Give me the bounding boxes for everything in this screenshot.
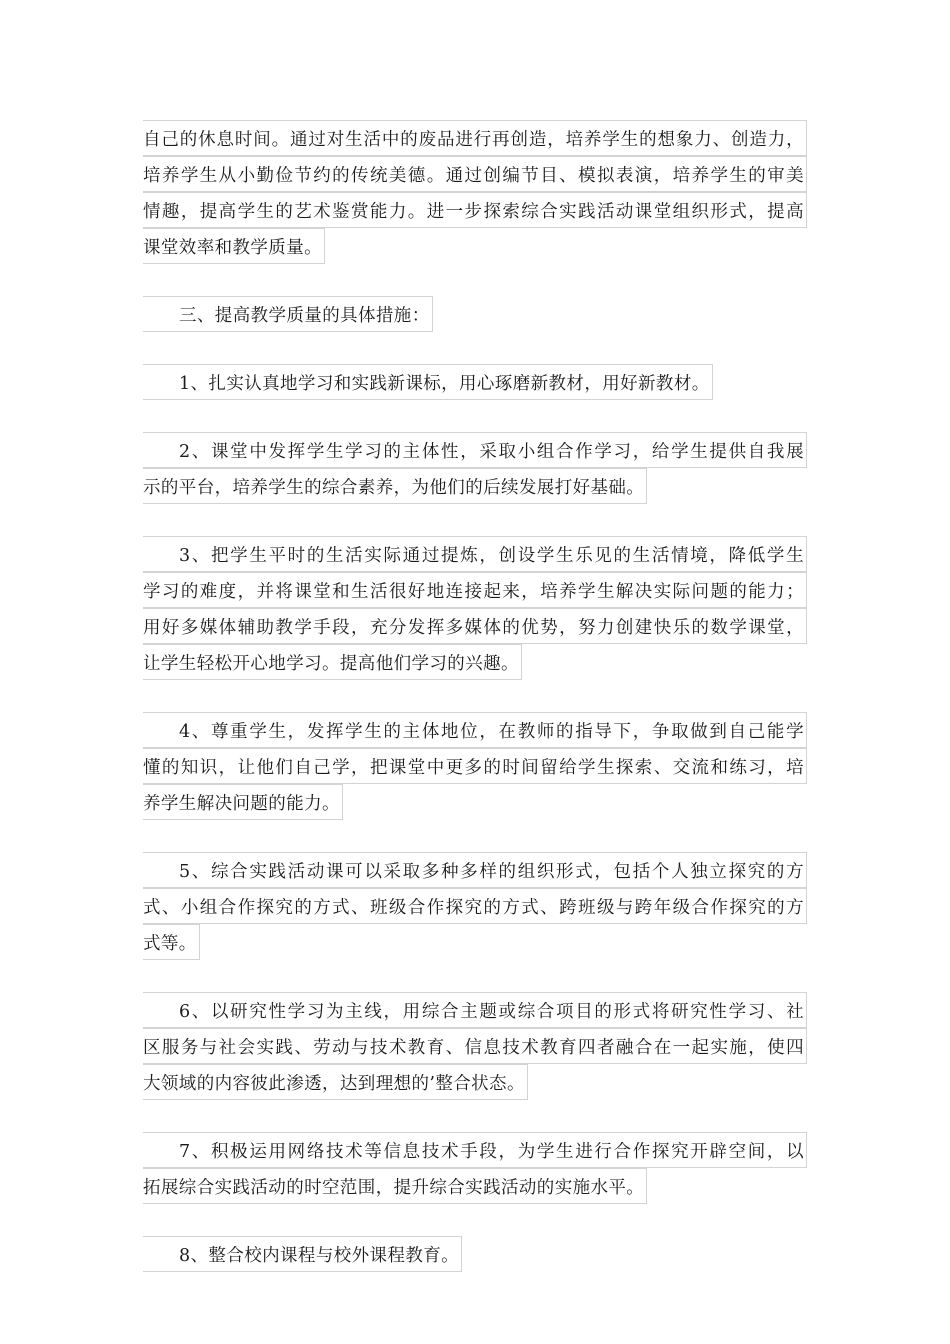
text-line: 8、整合校内课程与校外课程教育。 xyxy=(143,1236,462,1272)
text-line: 大领域的内容彼此渗透，达到理想的’整合状态。 xyxy=(143,1064,528,1100)
measure-item-3 xyxy=(143,536,807,680)
measure-item-2 xyxy=(143,432,807,504)
text-line: 情趣，提高学生的艺术鉴赏能力。进一步探索综合实践活动课堂组织形式，提高 xyxy=(143,192,807,228)
text-line: 培养学生从小勤俭节约的传统美德。通过创编节目、模拟表演，培养学生的审美 xyxy=(143,156,807,192)
section-heading xyxy=(143,296,807,332)
text-line: 1、扎实认真地学习和实践新课标，用心琢磨新教材，用好新教材。 xyxy=(143,364,713,400)
text-line: 养学生解决问题的能力。 xyxy=(143,784,343,820)
text-line: 示的平台，培养学生的综合素养，为他们的后续发展打好基础。 xyxy=(143,468,647,504)
measure-item-6 xyxy=(143,992,807,1100)
text-line: 5、综合实践活动课可以采取多种多样的组织形式，包括个人独立探究的方 xyxy=(143,852,807,888)
text-line: 区服务与社会实践、劳动与技术教育、信息技术教育四者融合在一起实施，使四 xyxy=(143,1028,807,1064)
text-line: 课堂效率和教学质量。 xyxy=(143,228,325,264)
text-line: 7、积极运用网络技术等信息技术手段，为学生进行合作探究开辟空间，以 xyxy=(143,1132,807,1168)
text-line: 式等。 xyxy=(143,924,200,960)
text-line: 自己的休息时间。通过对生活中的废品进行再创造，培养学生的想象力、创造力， xyxy=(143,120,807,156)
text-line: 6、以研究性学习为主线，用综合主题或综合项目的形式将研究性学习、社 xyxy=(143,992,807,1028)
text-line: 式、小组合作探究的方式、班级合作探究的方式、跨班级与跨年级合作探究的方 xyxy=(143,888,807,924)
heading-text: 三、提高教学质量的具体措施： xyxy=(143,296,433,332)
text-line: 用好多媒体辅助教学手段，充分发挥多媒体的优势，努力创建快乐的数学课堂， xyxy=(143,608,807,644)
measure-item-1 xyxy=(143,364,807,400)
text-line: 拓展综合实践活动的时空范围，提升综合实践活动的实施水平。 xyxy=(143,1168,647,1204)
document-page xyxy=(143,120,807,1272)
measure-item-8 xyxy=(143,1236,807,1272)
text-line: 学习的难度，并将课堂和生活很好地连接起来，培养学生解决实际问题的能力； xyxy=(143,572,807,608)
text-line: 3、把学生平时的生活实际通过提炼，创设学生乐见的生活情境，降低学生 xyxy=(143,536,807,572)
paragraph-intro-continuation xyxy=(143,120,807,264)
text-line: 4、尊重学生，发挥学生的主体地位，在教师的指导下，争取做到自己能学 xyxy=(143,712,807,748)
measure-item-4 xyxy=(143,712,807,820)
measure-item-7 xyxy=(143,1132,807,1204)
measure-item-5 xyxy=(143,852,807,960)
text-line: 让学生轻松开心地学习。提高他们学习的兴趣。 xyxy=(143,644,522,680)
text-line: 懂的知识，让他们自己学，把课堂中更多的时间留给学生探索、交流和练习，培 xyxy=(143,748,807,784)
text-line: 2、课堂中发挥学生学习的主体性，采取小组合作学习，给学生提供自我展 xyxy=(143,432,807,468)
